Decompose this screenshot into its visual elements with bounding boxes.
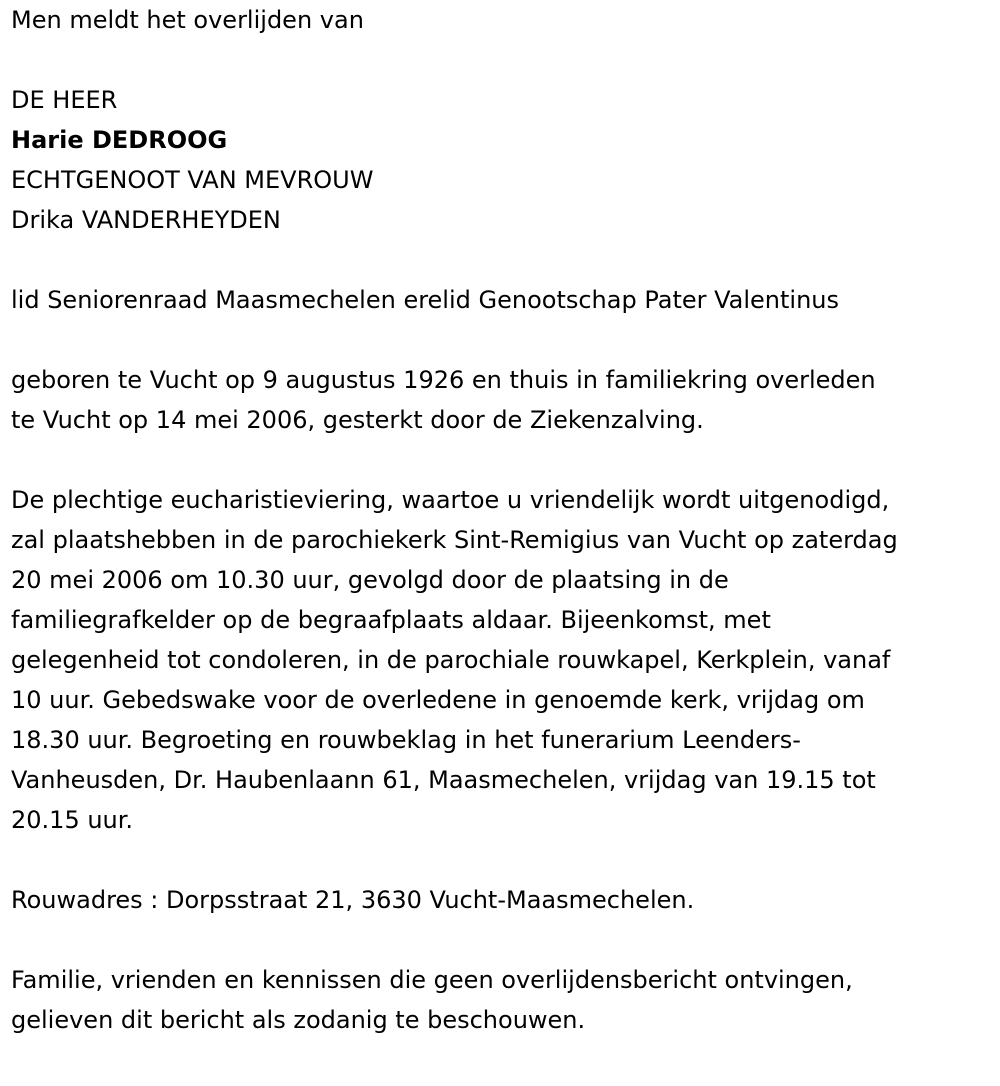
- title-text: DE HEER: [11, 86, 118, 114]
- paragraph-line: 10 uur. Gebedswake voor de overledene in genoemde kerk, vrijdag om: [11, 686, 865, 714]
- ceremony-paragraph: [11, 480, 996, 840]
- paragraph-line: te Vucht op 14 mei 2006, gesterkt door de Ziekenzalving.: [11, 406, 704, 434]
- paragraph-line: gelieven dit bericht als zodanig te beschouwen.: [11, 1006, 586, 1034]
- paragraph-line: geboren te Vucht op 9 augustus 1926 en thuis in familiekring overleden: [11, 366, 876, 394]
- intro-text: Men meldt het overlijden van: [11, 6, 364, 34]
- paragraph-line: 20.15 uur.: [11, 806, 134, 834]
- paragraph-line: 18.30 uur. Begroeting en rouwbeklag in het funerarium Leenders-: [11, 726, 801, 754]
- paragraph-line: familiegrafkelder op de begraafplaats aldaar. Bijeenkomst, met: [11, 606, 771, 634]
- paragraph-line: Familie, vrienden en kennissen die geen overlijdensbericht ontvingen,: [11, 966, 853, 994]
- paragraph-line: zal plaatshebben in de parochiekerk Sint-Remigius van Vucht op zaterdag: [11, 526, 898, 554]
- spouse-name: Drika VANDERHEYDEN: [11, 206, 281, 234]
- spouse-relation: ECHTGENOOT VAN MEVROUW: [11, 166, 374, 194]
- deceased-name: Harie DEDROOG: [11, 126, 228, 154]
- closing-paragraph: [11, 960, 996, 1040]
- paragraph-line: Vanheusden, Dr. Haubenlaann 61, Maasmechelen, vrijdag van 19.15 tot: [11, 766, 876, 794]
- birth-death-paragraph: [11, 360, 996, 440]
- paragraph-line: 20 mei 2006 om 10.30 uur, gevolgd door de plaatsing in de: [11, 566, 729, 594]
- paragraph-line: De plechtige eucharistieviering, waartoe u vriendelijk wordt uitgenodigd,: [11, 486, 890, 514]
- death-notice: [11, 0, 996, 1040]
- memberships-text: lid Seniorenraad Maasmechelen erelid Genootschap Pater Valentinus: [11, 286, 840, 314]
- mourning-address: Rouwadres : Dorpsstraat 21, 3630 Vucht-Maasmechelen.: [11, 886, 695, 914]
- paragraph-line: gelegenheid tot condoleren, in de parochiale rouwkapel, Kerkplein, vanaf: [11, 646, 891, 674]
